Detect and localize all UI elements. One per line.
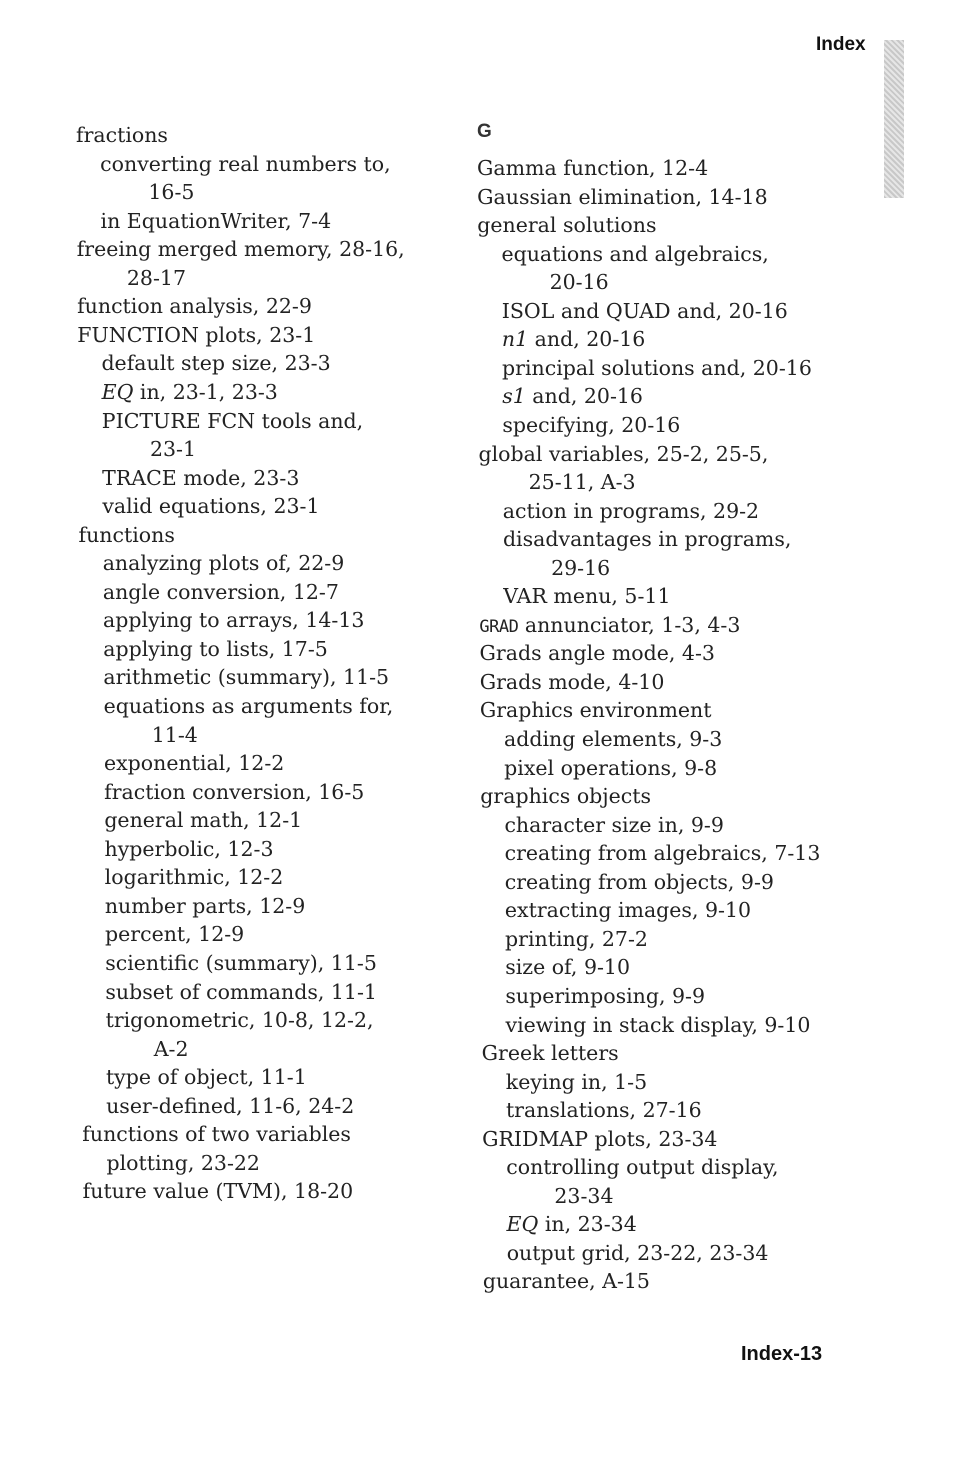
index-entry — [76, 122, 168, 148]
index-entry-text: Graphics environment — [479, 698, 712, 723]
index-entry — [505, 954, 630, 980]
index-entry — [103, 664, 389, 690]
index-entry — [506, 1012, 811, 1038]
index-entry-text: exponential, 12-2 — [103, 751, 285, 776]
index-entry — [103, 636, 328, 662]
index-entry — [480, 697, 712, 723]
index-entry-text: extracting images, 9-10 — [504, 898, 752, 923]
index-entry-text: freeing merged memory, 28-16, — [76, 237, 405, 262]
index-entry-text: PICTURE FCN tools and, — [101, 408, 364, 433]
index-entry — [127, 265, 186, 291]
index-entry — [103, 579, 339, 605]
index-entry-text: adding elements, 9-3 — [504, 727, 723, 751]
index-entry-text: creating from algebraics, 7-13 — [504, 841, 821, 866]
index-entry-text: logarithmic, 12-2 — [104, 865, 284, 890]
index-entry-text: future value (TVM), 18-20 — [82, 1179, 354, 1204]
index-entry-text: user-defined, 11-6, 24-2 — [106, 1093, 355, 1118]
index-entry — [503, 526, 791, 552]
index-entry — [504, 812, 723, 838]
index-entry-text: 16-5 — [148, 180, 195, 205]
index-entry-text: FUNCTION plots, 23-1 — [77, 322, 316, 347]
index-entry-term: GRAD — [479, 616, 519, 637]
index-entry-term: EQ — [101, 379, 134, 404]
index-entry-text: GRIDMAP plots, 23-34 — [482, 1126, 718, 1151]
index-entry-text: percent, 12-9 — [105, 922, 245, 947]
index-entry-text: creating from objects, 9-9 — [504, 869, 774, 894]
index-entry-text: valid equations, 23-1 — [102, 494, 320, 519]
index-entry — [507, 1211, 637, 1237]
index-entry-text: character size in, 9-9 — [504, 812, 724, 837]
index-entry — [105, 921, 244, 947]
index-entry-text: hyperbolic, 12-3 — [104, 836, 274, 861]
index-entry — [105, 893, 305, 919]
index-entry — [505, 926, 648, 952]
index-entry-text: in EquationWriter, 7-4 — [100, 208, 332, 233]
index-entry — [103, 607, 364, 633]
index-entry-text: equations as arguments for, — [103, 694, 394, 718]
index-entry-text: 23-1 — [149, 437, 197, 462]
index-entry — [502, 298, 788, 324]
index-entry — [105, 979, 377, 1005]
index-entry — [506, 1069, 647, 1095]
index-entry-text: annunciator, 1-3, 4-3 — [518, 612, 741, 637]
index-entry — [106, 1150, 260, 1176]
page-header-title: Index — [816, 34, 866, 55]
index-entry — [480, 640, 715, 666]
index-entry — [503, 583, 670, 609]
index-entry-term: s1 — [502, 384, 526, 409]
index-entry-text: fractions — [76, 123, 168, 147]
index-entry-text: graphics objects — [480, 784, 652, 809]
index-entry-text: general math, 12-1 — [104, 808, 303, 833]
index-entry — [551, 555, 610, 581]
index-entry-text: functions of two variables — [82, 1122, 351, 1147]
index-entry — [507, 1240, 769, 1266]
index-entry — [102, 408, 363, 434]
index-entry-text: scientific (summary), 11-5 — [105, 950, 377, 975]
index-entry-text: functions — [78, 522, 175, 547]
index-entry — [505, 840, 821, 866]
index-entry-text: A-2 — [153, 1036, 189, 1061]
page-number-footer: Index-13 — [741, 1343, 823, 1365]
index-entry — [503, 498, 759, 524]
index-entry-text: type of object, 11-1 — [105, 1065, 307, 1090]
index-entry — [101, 350, 330, 376]
index-entry-text: action in programs, 29-2 — [502, 498, 760, 523]
index-entry — [502, 355, 812, 381]
index-entry — [77, 293, 312, 319]
index-entry-text: and, 20-16 — [525, 384, 643, 409]
index-entry — [482, 1126, 717, 1152]
index-entry-text: applying to arrays, 14-13 — [103, 608, 365, 633]
index-entry-text: 20-16 — [549, 270, 609, 295]
index-entry-text: principal solutions and, 20-16 — [502, 355, 812, 380]
index-entry — [152, 722, 198, 748]
index-entry-text: viewing in stack display, 9-10 — [505, 1012, 811, 1037]
index-entry-text: analyzing plots of, 22-9 — [102, 551, 345, 576]
index-entry — [106, 1093, 354, 1119]
index-entry — [102, 465, 299, 491]
index-entry — [105, 950, 377, 976]
index-entry — [506, 1154, 778, 1180]
index-entry — [477, 184, 767, 210]
index-entry-text: in, 23-1, 23-3 — [133, 379, 278, 404]
index-entry — [550, 269, 609, 295]
index-entry-text: guarantee, A-15 — [482, 1269, 650, 1294]
index-entry — [105, 836, 274, 862]
index-entry-text: fraction conversion, 16-5 — [104, 779, 365, 804]
index-entry-text: global variables, 25-2, 25-5, — [478, 441, 769, 466]
section-letter-heading: G — [477, 121, 492, 142]
index-entry-text: and, 20-16 — [528, 327, 646, 352]
index-entry-text: plotting, 23-22 — [106, 1150, 260, 1175]
index-entry — [104, 779, 364, 805]
index-entry-text: 25-11, A-3 — [528, 470, 636, 495]
index-entry — [106, 1064, 307, 1090]
index-entry — [100, 151, 390, 177]
index-entry-text: 28-17 — [126, 265, 186, 290]
index-entry-text: 23-34 — [554, 1183, 614, 1208]
index-entry-text: trigonometric, 10-8, 12-2, — [105, 1008, 374, 1033]
index-entry — [502, 326, 645, 352]
index-entry-text: keying in, 1-5 — [505, 1069, 648, 1094]
index-entry-text: Grads mode, 4-10 — [479, 669, 665, 694]
index-entry-text: controlling output display, — [506, 1155, 779, 1180]
index-entry-text: VAR menu, 5-11 — [503, 584, 671, 609]
index-entry — [150, 436, 196, 462]
index-entry — [479, 441, 769, 467]
index-entry — [103, 550, 345, 576]
index-entry — [102, 493, 319, 519]
index-entry-text: output grid, 23-22, 23-34 — [506, 1240, 769, 1265]
index-entry-text: function analysis, 22-9 — [77, 294, 312, 319]
index-entry-text: number parts, 12-9 — [104, 893, 306, 918]
index-entry-text: equations and algebraics, — [501, 241, 769, 266]
index-entry — [505, 869, 774, 895]
index-entry — [106, 1007, 374, 1033]
index-entry-text: TRACE mode, 23-3 — [102, 465, 300, 490]
index-entry-text: 29-16 — [551, 555, 611, 580]
index-entry — [83, 1178, 353, 1204]
index-entry — [477, 212, 656, 238]
index-entry-text: Gaussian elimination, 14-18 — [477, 184, 768, 209]
index-entry — [505, 897, 751, 923]
index-entry-text: general solutions — [477, 213, 657, 238]
index-entry-text: angle conversion, 12-7 — [102, 579, 339, 604]
index-entry — [101, 208, 332, 234]
index-entry — [506, 1097, 702, 1123]
index-entry — [504, 755, 717, 781]
index-entry — [504, 726, 722, 752]
index-entry-text: default step size, 23-3 — [101, 351, 331, 376]
index-entry-text: disadvantages in programs, — [502, 527, 792, 552]
index-entry-text: superimposing, 9-9 — [505, 983, 706, 1008]
index-entry-text: pixel operations, 9-8 — [504, 755, 718, 780]
index-entry-text: applying to lists, 17-5 — [103, 636, 328, 661]
index-entry — [102, 379, 278, 405]
index-entry-text: arithmetic (summary), 11-5 — [103, 665, 390, 690]
index-entry — [154, 1036, 189, 1062]
index-entry — [529, 469, 636, 495]
index-entry — [477, 155, 708, 181]
index-entry-text: Greek letters — [481, 1041, 619, 1066]
index-entry-text: Grads angle mode, 4-3 — [479, 641, 715, 666]
index-entry-text: Gamma function, 12-4 — [477, 156, 709, 180]
index-entry — [479, 612, 740, 640]
index-entry — [502, 383, 643, 409]
index-entry — [482, 1040, 619, 1066]
index-entry — [104, 693, 394, 719]
index-entry — [505, 983, 705, 1009]
index-entry-term: EQ — [506, 1212, 539, 1237]
index-entry — [502, 412, 680, 438]
index-entry-text: 11-4 — [151, 722, 198, 747]
index-entry — [77, 322, 315, 348]
index-entry — [79, 522, 175, 548]
index-entry — [105, 864, 284, 890]
index-entry — [77, 236, 405, 262]
index-entry — [501, 241, 768, 267]
index-entry — [148, 179, 194, 205]
index-entry — [104, 807, 302, 833]
index-entry-text: subset of commands, 11-1 — [105, 979, 377, 1004]
index-entry-text: ISOL and QUAD and, 20-16 — [501, 298, 788, 323]
index-entry-text: translations, 27-16 — [505, 1098, 702, 1123]
index-entry — [554, 1183, 613, 1209]
index-entry-text: printing, 27-2 — [505, 926, 648, 951]
index-entry — [104, 750, 284, 776]
index-thumb-tab — [884, 40, 904, 198]
index-entry-text: converting real numbers to, — [100, 151, 391, 176]
index-entry-text: size of, 9-10 — [505, 955, 630, 980]
index-entry-text: in, 23-34 — [538, 1212, 637, 1237]
index-entry-term: n1 — [501, 327, 529, 352]
index-entry-text: specifying, 20-16 — [502, 412, 681, 437]
index-entry — [82, 1121, 351, 1147]
index-entry — [480, 783, 651, 809]
index-entry — [483, 1268, 650, 1294]
index-entry — [480, 669, 665, 695]
